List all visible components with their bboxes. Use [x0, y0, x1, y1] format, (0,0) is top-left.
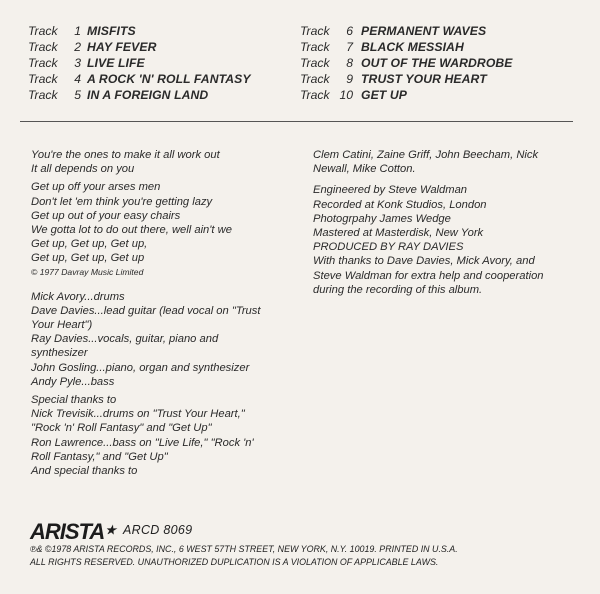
- track-label: Track: [300, 24, 330, 38]
- track-label: Track: [28, 24, 58, 38]
- legal-line: ℗& ©1978 ARISTA RECORDS, INC., 6 WEST 57TH STREET, NEW YORK, N.Y. 10019. PRINTED IN U.S.A.: [30, 544, 458, 554]
- legal-line: ALL RIGHTS RESERVED. UNAUTHORIZED DUPLICATION IS A VIOLATION OF APPLICABLE LAWS.: [30, 557, 439, 567]
- credit-line: Photogrpahy James Wedge: [313, 212, 451, 225]
- credit-line: With thanks to Dave Davies, Mick Avory, and: [313, 255, 535, 268]
- catalog-number: ARCD 8069: [123, 523, 193, 537]
- track-row: [300, 55, 513, 71]
- track-number: 1: [74, 24, 81, 38]
- personnel-block: [31, 290, 289, 389]
- credit-line: Recorded at Konk Studios, London: [313, 198, 487, 211]
- track-number: 8: [346, 56, 353, 70]
- lyric-line: We gotta lot to do out there, well ain't we: [31, 224, 232, 237]
- track-number: 10: [339, 88, 353, 102]
- logo-text: ARISTA: [30, 519, 105, 544]
- thanks-line: Ron Lawrence...bass on "Live Life," "Rock 'n': [31, 436, 254, 449]
- lyric-line: You're the ones to make it all work out: [31, 149, 220, 161]
- track-title: A ROCK 'N' ROLL FANTASY: [87, 72, 251, 86]
- credit-line: Newall, Mike Cotton.: [313, 163, 416, 176]
- thanks-line: Nick Trevisik...drums on "Trust Your Heart,": [31, 408, 245, 421]
- lyrics-block: [31, 148, 289, 176]
- credit-line: Steve Waldman for extra help and cooperation: [313, 269, 544, 282]
- track-title: MISFITS: [87, 24, 136, 38]
- track-label: Track: [300, 40, 330, 54]
- track-number: 9: [346, 72, 353, 86]
- lyric-line: Get up, Get up, Get up: [31, 252, 145, 265]
- lyrics-copyright: © 1977 Davray Music Limited: [31, 266, 144, 277]
- track-row: [300, 71, 513, 87]
- credit-line: PRODUCED BY RAY DAVIES: [313, 241, 464, 254]
- track-title: LIVE LIFE: [87, 56, 145, 70]
- track-list-left: [28, 23, 251, 103]
- track-number: 5: [74, 88, 81, 102]
- personnel-line: synthesizer: [31, 347, 88, 360]
- track-number: 7: [346, 40, 353, 54]
- track-title: IN A FOREIGN LAND: [87, 88, 209, 102]
- track-row: [28, 87, 251, 103]
- special-thanks-block: [31, 393, 289, 478]
- track-number: 3: [74, 56, 81, 70]
- personnel-line: Andy Pyle...bass: [31, 375, 115, 388]
- credits-block: [313, 148, 578, 176]
- track-row: [28, 23, 251, 39]
- track-row: [28, 71, 251, 87]
- track-label: Track: [28, 56, 58, 70]
- track-label: Track: [28, 72, 58, 86]
- track-title: GET UP: [361, 88, 407, 102]
- credit-line: Mastered at Masterdisk, New York: [313, 227, 484, 240]
- track-number: 2: [74, 40, 81, 54]
- thanks-line: And special thanks to: [31, 465, 138, 478]
- lyric-line: Get up, Get up, Get up,: [31, 238, 148, 251]
- track-row: [300, 39, 513, 55]
- personnel-line: Dave Davies...lead guitar (lead vocal on "Trust: [31, 304, 261, 317]
- thanks-line: Special thanks to: [31, 394, 117, 407]
- credit-line: during the recording of this album.: [313, 283, 483, 296]
- personnel-line: John Gosling...piano, organ and synthesizer: [31, 361, 250, 374]
- thanks-line: Roll Fantasy," and "Get Up": [31, 450, 168, 463]
- lyric-line: Get up out of your easy chairs: [31, 209, 181, 222]
- track-title: OUT OF THE WARDROBE: [361, 56, 513, 70]
- lyrics-block: [31, 180, 289, 277]
- track-label: Track: [300, 72, 330, 86]
- track-row: [28, 39, 251, 55]
- track-label: Track: [28, 88, 58, 102]
- star-icon: ★: [105, 523, 116, 537]
- track-label: Track: [300, 88, 330, 102]
- credit-line: Engineered by Steve Waldman: [313, 184, 468, 197]
- track-label: Track: [28, 40, 58, 54]
- lyric-line: Get up off your arses men: [31, 181, 161, 194]
- track-title: TRUST YOUR HEART: [361, 72, 487, 86]
- personnel-line: Your Heart"): [31, 319, 93, 332]
- personnel-line: Ray Davies...vocals, guitar, piano and: [31, 333, 219, 346]
- track-row: [300, 23, 513, 39]
- track-list-right: [300, 23, 513, 103]
- lyric-line: It all depends on you: [31, 163, 135, 176]
- arista-logo: [30, 519, 115, 545]
- personnel-line: Mick Avory...drums: [31, 290, 125, 303]
- left-text-column: [31, 148, 289, 482]
- credit-line: Clem Catini, Zaine Griff, John Beecham, Nick: [313, 149, 539, 161]
- lyric-line: Don't let 'em think you're getting lazy: [31, 195, 213, 208]
- right-text-column: [313, 148, 578, 304]
- track-label: Track: [300, 56, 330, 70]
- track-number: 4: [74, 72, 81, 86]
- track-title: BLACK MESSIAH: [361, 40, 464, 54]
- track-title: PERMANENT WAVES: [361, 24, 487, 38]
- track-number: 6: [346, 24, 353, 38]
- track-row: [28, 55, 251, 71]
- thanks-line: "Rock 'n' Roll Fantasy" and "Get Up": [31, 422, 212, 435]
- divider-rule: [20, 121, 573, 122]
- track-title: HAY FEVER: [87, 40, 157, 54]
- production-credits-block: [313, 183, 578, 297]
- track-row: [300, 87, 513, 103]
